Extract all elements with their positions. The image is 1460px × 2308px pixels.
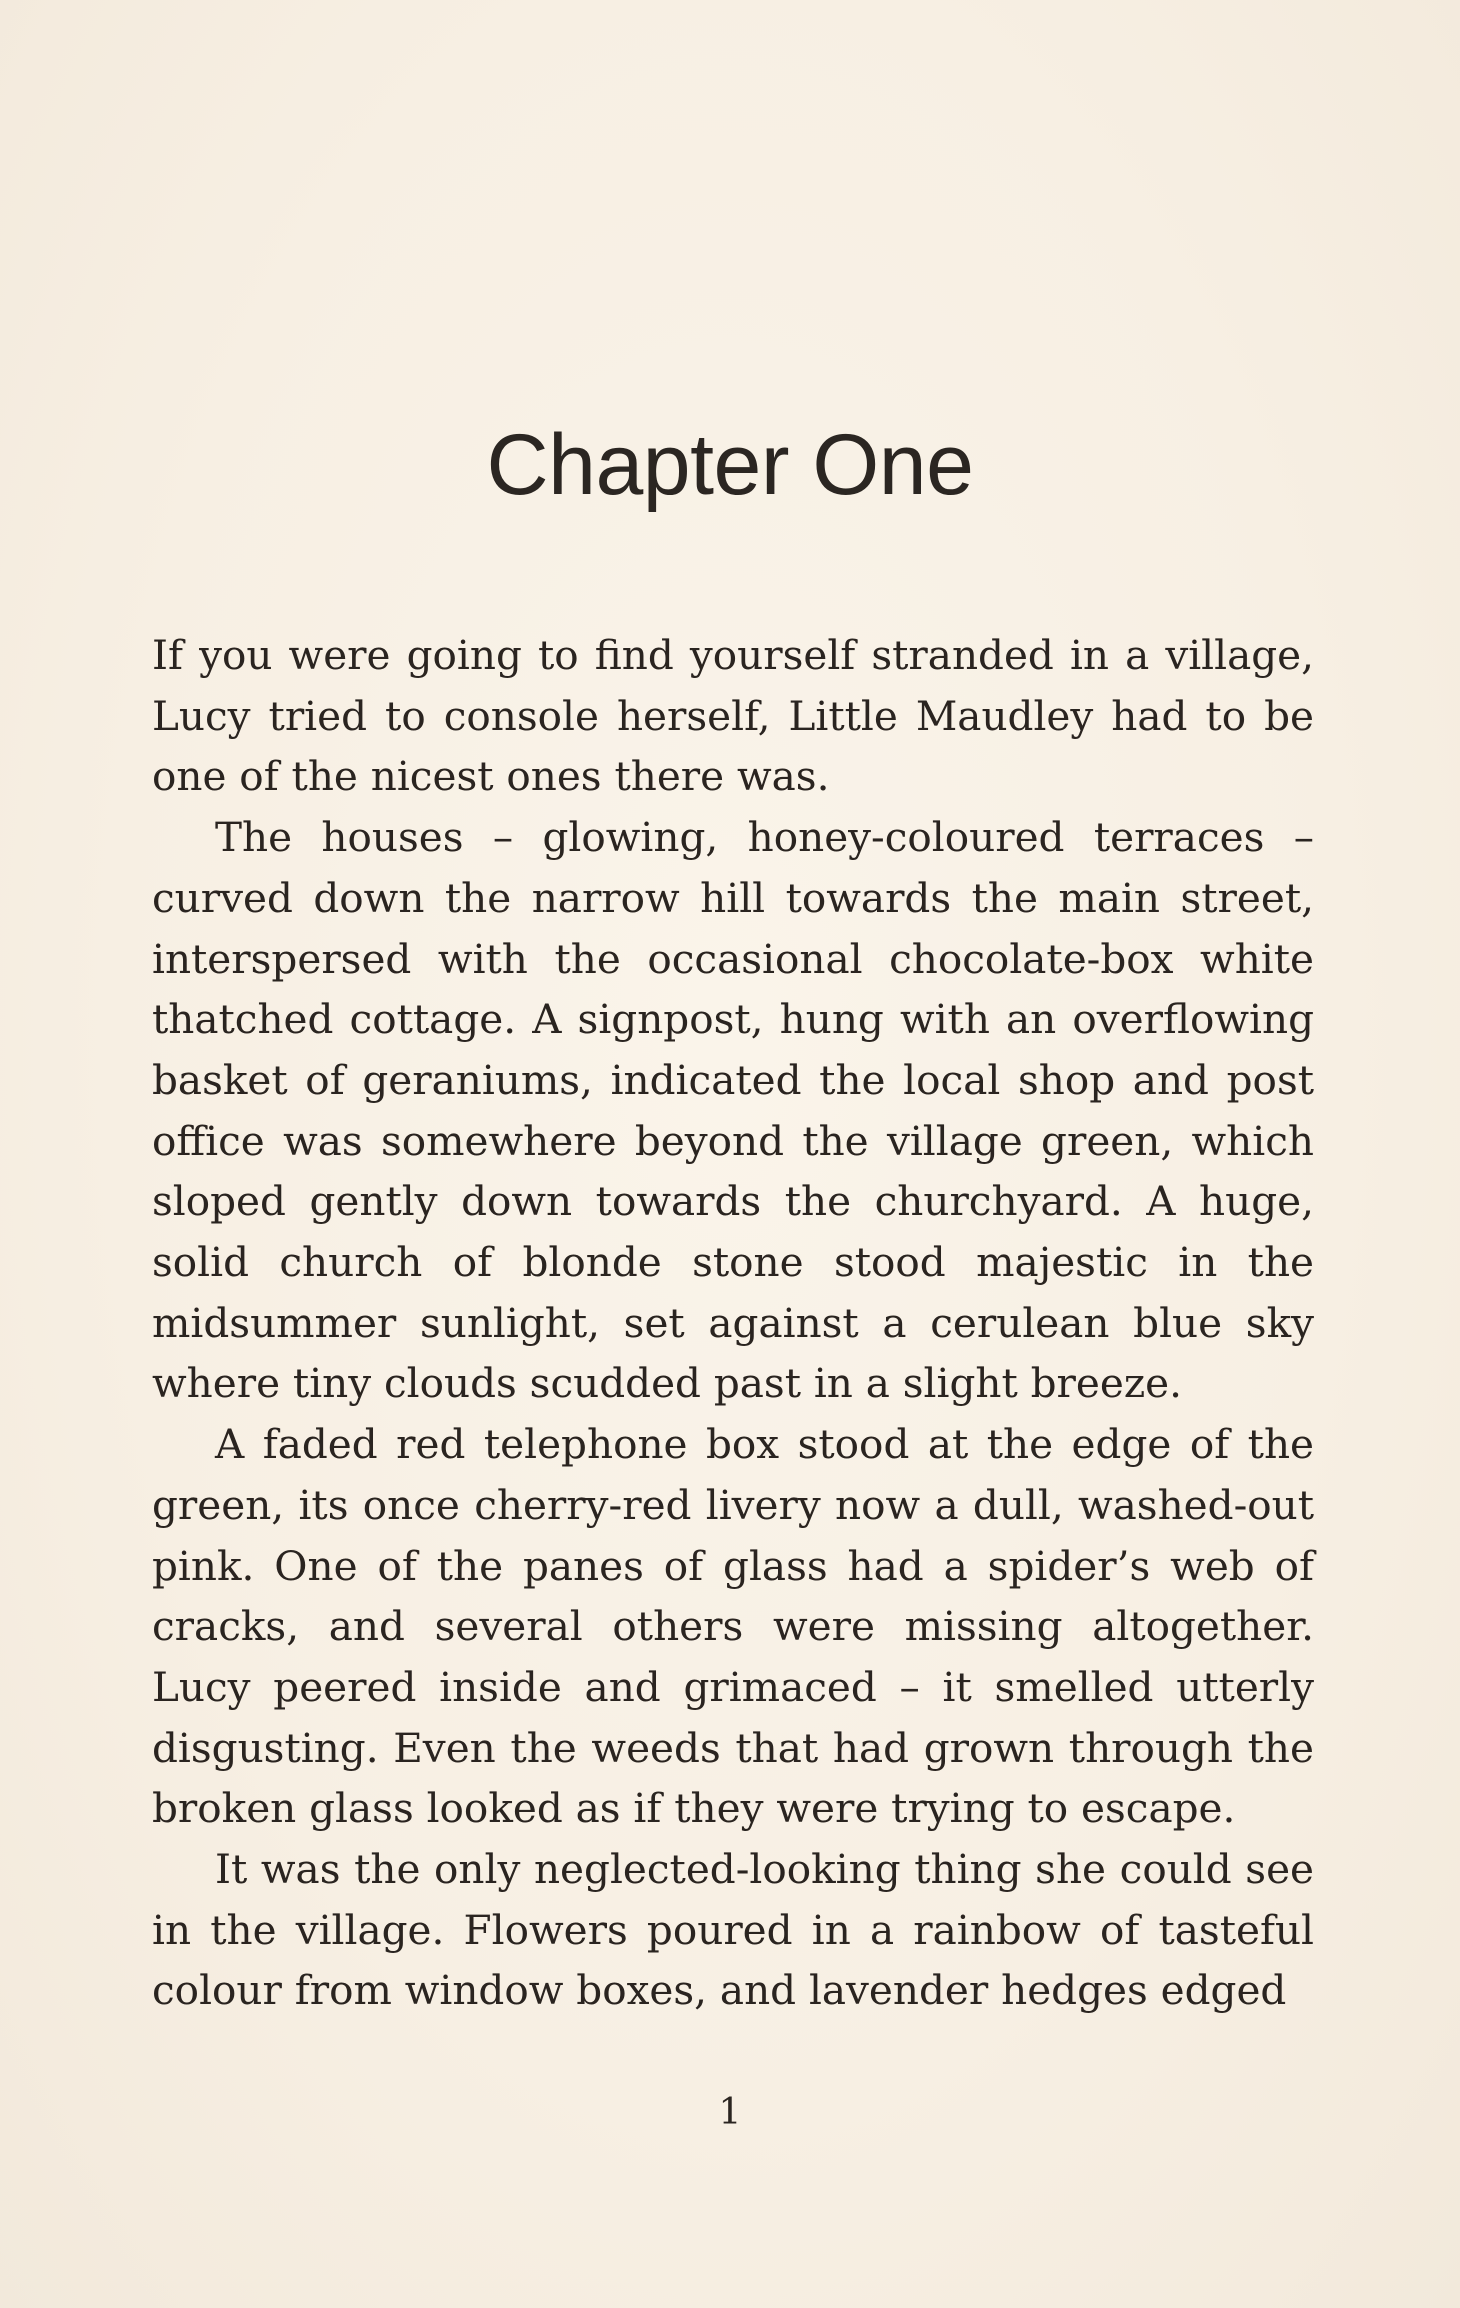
- chapter-title: Chapter One: [486, 417, 974, 513]
- page-number: 1: [718, 2092, 742, 2133]
- paragraph-3: A faded red telephone box stood at the edge of the green, its once cherry-red livery now a dull, washed-out pink. One of the panes of glass had a spider’s web of cracks, and several others were missing altogether. Lucy peered inside and grimaced – it smelled utterly disgusting. Even the weeds that had grown through the broken glass looked as if they were trying to escape.: [152, 1420, 1314, 1833]
- paragraph-1: If you were going to find yourself stranded in a village, Lucy tried to console herself, Little Maudley had to be one of the nicest ones there was.: [152, 631, 1314, 801]
- paragraph-2: The houses – glowing, honey-coloured terraces – curved down the narrow hill towards the main street, interspersed with the occasional chocolate-box white thatched cottage. A signpost, hung with an overflowing basket of geraniums, indicated the local shop and post office was somewhere beyond the village green, which sloped gently down towards the churchyard. A huge, solid church of blonde stone stood majestic in the midsummer sunlight, set against a cerulean blue sky where tiny clouds scudded past in a slight breeze.: [152, 813, 1314, 1408]
- chapter-body: [152, 625, 1314, 2021]
- paragraph-4: It was the only neglected-looking thing she could see in the village. Flowers poured in a rainbow of tasteful colour from window boxes, and lavender hedges edged: [152, 1845, 1314, 2015]
